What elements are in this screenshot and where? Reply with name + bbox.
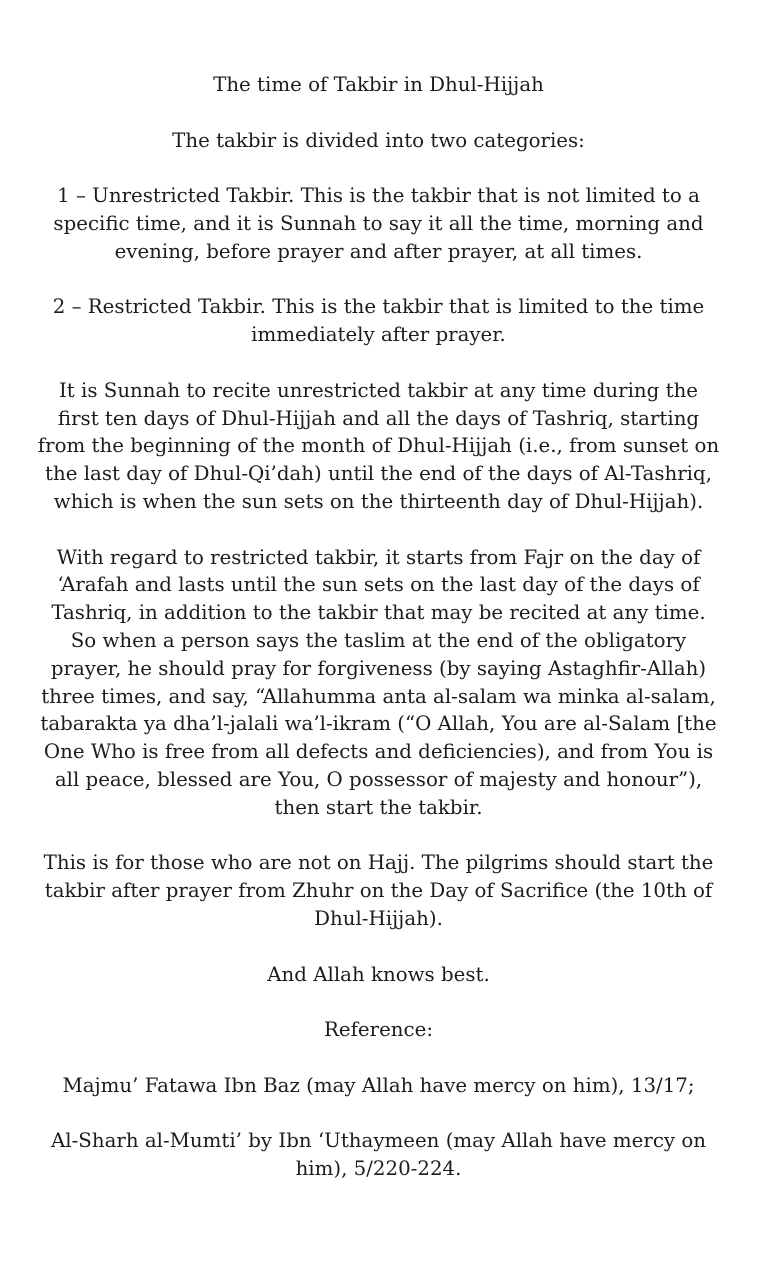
hajj-paragraph: This is for those who are not on Hajj. The pilgrims should start the takbir after prayer from Zhuhr on the Day of Sacrifice (the 10th of Dhul-Hijjah). <box>43 851 714 930</box>
closing-line: And Allah knows best. <box>267 962 490 986</box>
reference-item: Al-Sharh al-Mumti’ by Ibn ‘Uthaymeen (may Allah have mercy on him), 5/220-224. <box>50 1129 707 1181</box>
unrestricted-takbir-paragraph: It is Sunnah to recite unrestricted takbir at any time during the first ten days of Dhul-Hijjah and all the days of Tashriq, starting from the beginning of the month of Dhul-Hijjah (i.e., from sunset on the last day of Dhul-Qi’dah) until the end of the days of Al-Tashriq, which is when the sun sets on the thirteenth day of Dhul-Hijjah). <box>37 378 720 513</box>
reference-heading: Reference: <box>324 1018 433 1042</box>
intro-paragraph: The takbir is divided into two categories: <box>172 128 585 152</box>
reference-item: Majmu’ Fatawa Ibn Baz (may Allah have mercy on him), 13/17; <box>62 1073 695 1097</box>
restricted-takbir-paragraph: With regard to restricted takbir, it starts from Fajr on the day of ‘Arafah and lasts until the sun sets on the last day of the days of Tashriq, in addition to the takbir that may be recited at any time. So when a person says the taslim at the end of the obligatory prayer, he should pray for forgiveness (by saying Astaghfir-Allah) three times, and say, “Allahumma anta al-salam wa minka al-salam, tabarakta ya dha’l-jalali wa’l-ikram (“O Allah, You are al-Salam [the One Who is free from all defects and deficiencies), and from You is all peace, blessed are You, O possessor of majesty and honour”), then start the takbir. <box>40 545 717 819</box>
category-1-paragraph: 1 – Unrestricted Takbir. This is the takbir that is not limited to a specific time, and it is Sunnah to say it all the time, morning and evening, before prayer and after prayer, at all times. <box>53 184 704 263</box>
category-2-paragraph: 2 – Restricted Takbir. This is the takbir that is limited to the time immediately after prayer. <box>52 295 705 347</box>
document-title: The time of Takbir in Dhul-Hijjah <box>213 73 544 96</box>
